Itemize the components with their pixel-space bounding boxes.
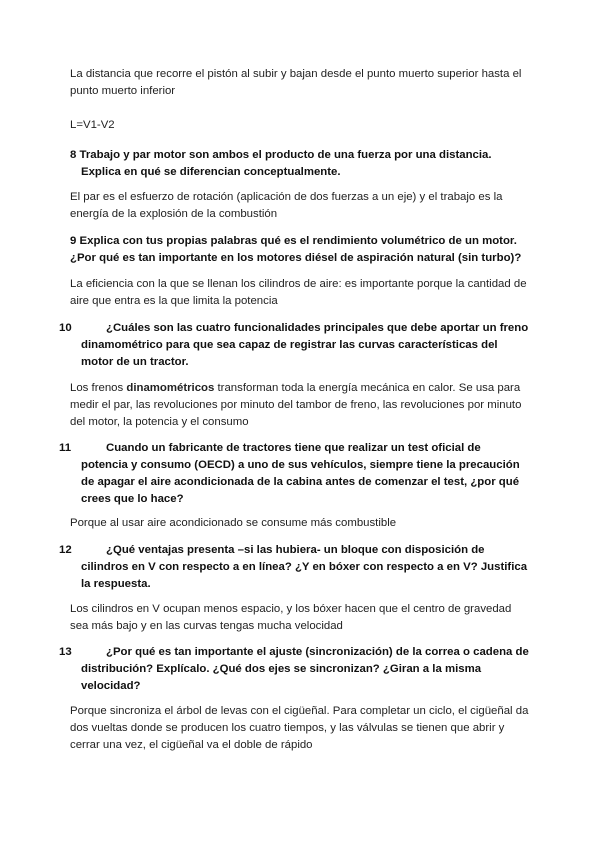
question-8	[70, 147, 530, 181]
question-12-number: 12	[59, 544, 72, 556]
answer-11-text: Porque al usar aire acondicionado se consume más combustible	[70, 517, 397, 529]
question-8-number: 8	[70, 149, 77, 161]
answer-8-text: El par es el esfuerzo de rotación (aplicación de dos fuerzas a un eje) y el trabajo es la energía de la explosión de la combustión	[70, 191, 503, 220]
question-13-number: 13	[59, 646, 72, 658]
answer-7-text: La distancia que recorre el pistón al subir y bajan desde el punto muerto superior hasta el punto muerto inferior	[70, 68, 522, 97]
question-8-text: Trabajo y par motor son ambos el producto de una fuerza por una distancia. Explica en qué se diferencian conceptualmente.	[79, 149, 492, 178]
question-13	[59, 644, 530, 695]
question-10-text: ¿Cuáles son las cuatro funcionalidades principales que debe aportar un freno dinamométrico para que sea capaz de registrar las curvas características del motor de un tractor.	[81, 322, 529, 368]
formula-text: L=V1-V2	[70, 119, 115, 131]
question-9-number: 9	[70, 235, 77, 247]
answer-12-text: Los cilindros en V ocupan menos espacio, y los bóxer hacen que el centro de gravedad sea más bajo y en las curvas tengas mucha velocidad	[70, 603, 512, 632]
answer-10	[70, 380, 530, 431]
answer-10-after: transforman toda la energía mecánica en calor. Se usa para medir el par, las revoluciones por minuto del tambor de freno, las revoluciones por minuto del motor, la potencia y el consumo	[70, 382, 522, 428]
answer-10-bold: dinamométricos	[126, 382, 215, 394]
question-9-text: Explica con tus propias palabras qué es el rendimiento volumétrico de un motor. ¿Por qué es tan importante en los motores diésel de aspiración natural (sin turbo)?	[70, 235, 522, 264]
question-9	[70, 233, 530, 267]
question-13-text: ¿Por qué es tan importante el ajuste (sincronización) de la correa o cadena de distribución? Explícalo. ¿Qué dos ejes se sincronizan? ¿Giran a la misma velocidad?	[81, 646, 529, 692]
answer-13-text: Porque sincroniza el árbol de levas con el cigüeñal. Para completar un ciclo, el cigüeñal da dos vueltas donde se producen los cuatro tiempos, y las válvulas se tienen que abrir y cerrar una vez, el cigüeñal va el doble de rápido	[70, 705, 529, 751]
question-10	[59, 320, 530, 371]
question-10-number: 10	[59, 322, 72, 334]
question-12-text: ¿Qué ventajas presenta –si las hubiera- un bloque con disposición de cilindros en V con respecto a en línea? ¿Y en bóxer con respecto a en V? Justifica la respuesta.	[81, 544, 528, 590]
answer-9-text: La eficiencia con la que se llenan los cilindros de aire: es importante porque la cantidad de aire que entra es la que limita la potencia	[70, 278, 527, 307]
question-11	[59, 440, 530, 508]
answer-10-before: Los frenos	[70, 382, 127, 394]
question-11-text: Cuando un fabricante de tractores tiene que realizar un test oficial de potencia y consumo (OECD) a uno de sus vehículos, siempre tiene la precaución de apagar el aire acondicionada de la cabina antes de comenzar el test, ¿por qué crees que lo hace?	[81, 442, 520, 505]
question-12	[59, 542, 530, 593]
question-11-number: 11	[59, 442, 72, 454]
